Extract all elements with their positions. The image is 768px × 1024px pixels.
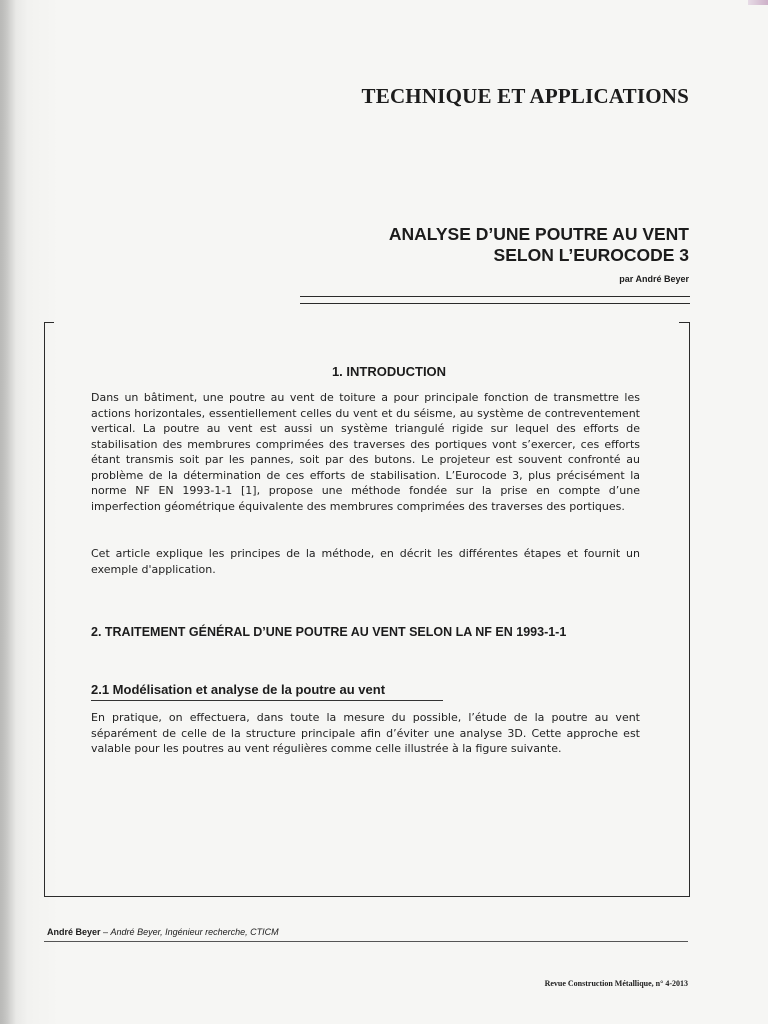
intro-paragraph-2: Cet article explique les principes de la méthode, en décrit les différentes étapes et fournit un exemple d'application. [91, 547, 640, 576]
byline: par André Beyer [619, 274, 689, 284]
article-title-line-2: SELON L’EUROCODE 3 [493, 245, 689, 265]
subsection-2-1-heading: 2.1 Modélisation et analyse de la poutre au vent [91, 682, 386, 697]
section-2-heading: 2. TRAITEMENT GÉNÉRAL D’UNE POUTRE AU VENT SELON LA NF EN 1993-1-1 [91, 625, 567, 639]
footer-rule [44, 941, 688, 942]
footer-author [47, 927, 279, 937]
title-rule-bottom [300, 303, 690, 304]
footer-author-name: André Beyer [47, 927, 101, 937]
subsection-underline [91, 700, 443, 701]
journal-reference: Revue Construction Métallique, n° 4-2013 [544, 979, 688, 988]
footer-author-description: André Beyer, Ingénieur recherche, CTICM [110, 927, 279, 937]
article-title [389, 224, 689, 266]
frame-corner-right [679, 322, 689, 323]
binding-shadow [0, 0, 16, 1024]
intro-paragraph-1: Dans un bâtiment, une poutre au vent de toiture a pour principale fonction de transmettre les actions horizontales, essentiellement celles du vent et du séisme, au système de contreventement vertical. La poutre au vent est aussi un système triangulé rigide sur lequel des efforts de stabilisation des membrures comprimées des traverses des portiques vont s’exercer, ces efforts étant transmis soit par les pannes, soit par des butons. Le projeteur est souvent confronté au problème de la détermination de ces efforts de stabilisation. L’Eurocode 3, plus précisément la norme NF EN 1993-1-1 [1], propose une méthode fondée sur la prise en compte d’une imperfection géométrique équivalente des membrures comprimées des traverses des portiques. [91, 391, 640, 513]
intro-heading: 1. INTRODUCTION [331, 364, 447, 379]
subsection-paragraph: En pratique, on effectuera, dans toute la mesure du possible, l’étude de la poutre au vent séparément de celle de la structure principale afin d’éviter une analyse 3D. Cette approche est valable pour les poutres au vent régulières comme celle illustrée à la figure suivante. [91, 711, 640, 755]
title-rule-top [300, 296, 690, 297]
section-title: TECHNIQUE ET APPLICATIONS [361, 84, 689, 108]
footer-author-separator: – [100, 927, 111, 937]
article-title-line-1: ANALYSE D’UNE POUTRE AU VENT [388, 224, 689, 244]
frame-corner-left [44, 322, 54, 323]
corner-mark [748, 0, 768, 5]
